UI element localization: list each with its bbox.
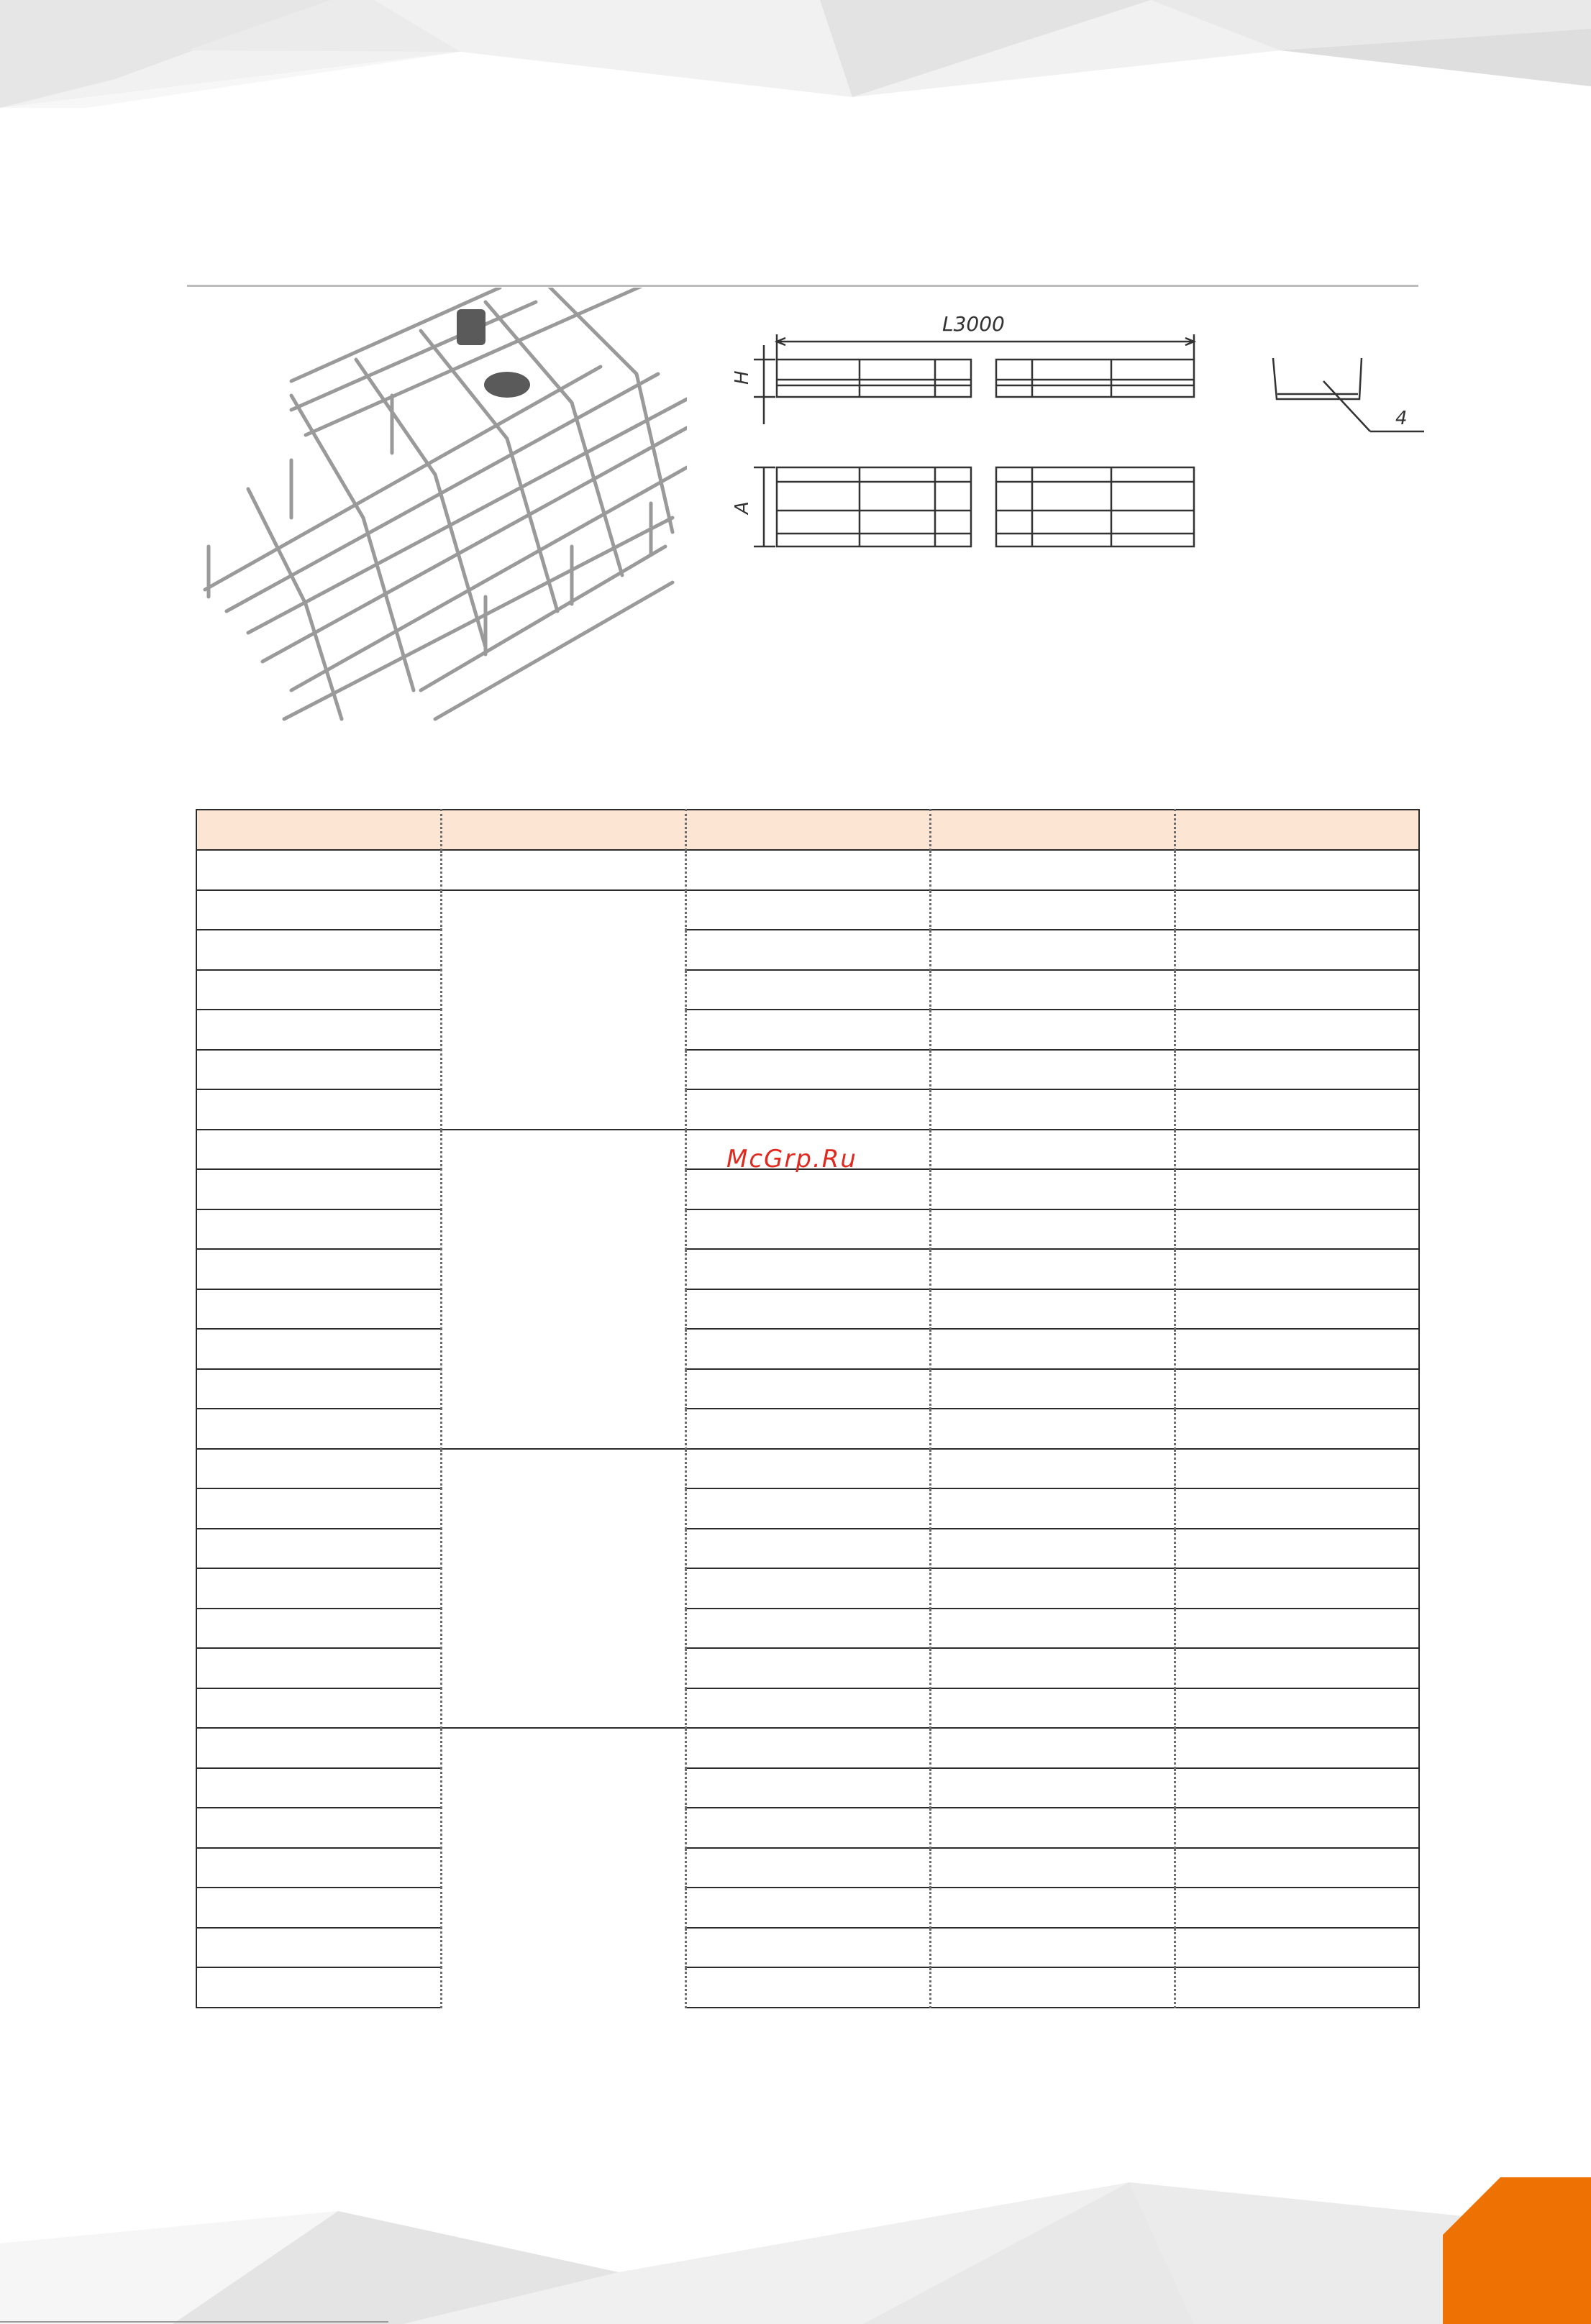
merged-group-cell — [441, 1130, 685, 1449]
table-cell — [196, 1568, 441, 1609]
table-cell — [930, 1648, 1175, 1688]
merged-group-cell — [441, 890, 685, 1130]
table-cell — [196, 850, 441, 890]
table-row — [196, 1688, 1419, 1729]
table-cell — [930, 1089, 1175, 1130]
table-cell — [196, 1169, 441, 1209]
table-row — [196, 1768, 1419, 1808]
table-cell — [1175, 1488, 1419, 1529]
table-cell — [930, 1050, 1175, 1090]
table-cell — [930, 970, 1175, 1010]
table-cell — [685, 890, 930, 930]
width-label: A — [731, 501, 753, 514]
height-label: H — [731, 370, 753, 385]
table-cell — [196, 1449, 441, 1489]
table-cell — [930, 1848, 1175, 1888]
table-row — [196, 1609, 1419, 1649]
table-cell — [196, 1050, 441, 1090]
table-cell — [1175, 1130, 1419, 1170]
table-cell — [1175, 1688, 1419, 1729]
table-cell — [685, 1928, 930, 1968]
table-cell — [685, 1648, 930, 1688]
table-cell — [196, 1130, 441, 1170]
table-row — [196, 1529, 1419, 1569]
table-cell — [685, 1609, 930, 1649]
table-cell — [685, 1409, 930, 1449]
table-cell — [930, 1329, 1175, 1369]
table-cell — [930, 930, 1175, 970]
table-cell — [1175, 1967, 1419, 2008]
wire-diameter-label: 4 — [1395, 408, 1408, 429]
table-row — [196, 930, 1419, 970]
table-cell — [196, 1409, 441, 1449]
table-cell — [685, 1568, 930, 1609]
table-cell — [196, 1249, 441, 1289]
table-cell — [1175, 1568, 1419, 1609]
table-cell — [685, 1688, 930, 1729]
table-cell — [685, 1089, 930, 1130]
table-cell — [685, 930, 930, 970]
table-cell — [930, 1130, 1175, 1170]
bottom-background-graphic — [0, 2143, 1591, 2324]
table-cell — [196, 1967, 441, 2008]
table-cell — [196, 970, 441, 1010]
table-cell — [196, 1648, 441, 1688]
table-row — [196, 1848, 1419, 1888]
table-cell — [930, 1568, 1175, 1609]
table-cell — [930, 1928, 1175, 1968]
table-row — [196, 1329, 1419, 1369]
table-cell — [685, 850, 930, 890]
table-cell — [1175, 1529, 1419, 1569]
table-cell — [685, 1209, 930, 1250]
table-cell — [930, 850, 1175, 890]
table-cell — [930, 1768, 1175, 1808]
table-cell — [685, 1289, 930, 1330]
header-cell — [196, 810, 441, 850]
table-cell — [685, 1768, 930, 1808]
table-cell — [1175, 850, 1419, 890]
table-cell — [1175, 1089, 1419, 1130]
table-cell — [930, 1169, 1175, 1209]
table-cell — [196, 1688, 441, 1729]
table-cell — [1175, 970, 1419, 1010]
table-row — [196, 890, 1419, 930]
table-row — [196, 1050, 1419, 1090]
table-cell — [930, 1209, 1175, 1250]
table-cell — [930, 1967, 1175, 2008]
table-cell — [1175, 1728, 1419, 1768]
table-cell — [196, 930, 441, 970]
table-row — [196, 850, 1419, 890]
table-cell — [1175, 1249, 1419, 1289]
table-cell — [685, 1808, 930, 1848]
table-cell — [1175, 1289, 1419, 1330]
table-row — [196, 1369, 1419, 1409]
table-cell — [1175, 1010, 1419, 1050]
table-cell — [1175, 1329, 1419, 1369]
table-cell — [441, 850, 685, 890]
table-cell — [196, 1609, 441, 1649]
table-row — [196, 1928, 1419, 1968]
table-cell — [1175, 1848, 1419, 1888]
table-cell — [196, 1529, 441, 1569]
table-cell — [685, 1848, 930, 1888]
merged-group-cell — [441, 1449, 685, 1729]
table-cell — [1175, 1768, 1419, 1808]
table-cell — [930, 890, 1175, 930]
table-row — [196, 1409, 1419, 1449]
table-cell — [685, 1369, 930, 1409]
table-cell — [1175, 1449, 1419, 1489]
table-row — [196, 1888, 1419, 1928]
table-cell — [1175, 1648, 1419, 1688]
table-cell — [930, 1609, 1175, 1649]
table-cell — [930, 1488, 1175, 1529]
table-cell — [1175, 1169, 1419, 1209]
table-header-row — [196, 810, 1419, 850]
table-cell — [196, 890, 441, 930]
table-cell — [1175, 1808, 1419, 1848]
table-cell — [930, 1289, 1175, 1330]
table-cell — [685, 1488, 930, 1529]
table-cell — [1175, 1050, 1419, 1090]
table-row — [196, 970, 1419, 1010]
merged-group-cell — [441, 1728, 685, 2008]
table-cell — [685, 1728, 930, 1768]
table-cell — [1175, 930, 1419, 970]
table-cell — [930, 1728, 1175, 1768]
table-cell — [685, 1249, 930, 1289]
table-cell — [196, 1209, 441, 1250]
table-cell — [685, 1010, 930, 1050]
table-cell — [685, 1329, 930, 1369]
table-row — [196, 1010, 1419, 1050]
table-cell — [930, 1249, 1175, 1289]
table-cell — [685, 970, 930, 1010]
table-cell — [685, 1449, 930, 1489]
table-cell — [685, 1967, 930, 2008]
table-row — [196, 1169, 1419, 1209]
table-row — [196, 1289, 1419, 1330]
table-cell — [685, 1169, 930, 1209]
table-cell — [1175, 890, 1419, 930]
table-cell — [196, 1010, 441, 1050]
dimension-drawing — [719, 302, 1431, 575]
table-cell — [196, 1369, 441, 1409]
header-cell — [441, 810, 685, 850]
table-cell — [685, 1529, 930, 1569]
table-row — [196, 1488, 1419, 1529]
table-cell — [1175, 1409, 1419, 1449]
table-cell — [196, 1808, 441, 1848]
table-row — [196, 1967, 1419, 2008]
table-cell — [685, 1888, 930, 1928]
table-cell — [196, 1289, 441, 1330]
table-cell — [196, 1488, 441, 1529]
table-row — [196, 1089, 1419, 1130]
length-label: L3000 — [942, 312, 1005, 336]
table-cell — [196, 1329, 441, 1369]
header-cell — [685, 810, 930, 850]
table-row — [196, 1808, 1419, 1848]
table-cell — [930, 1688, 1175, 1729]
table-row — [196, 1728, 1419, 1768]
header-cell — [1175, 810, 1419, 850]
table-row — [196, 1209, 1419, 1250]
header-cell — [930, 810, 1175, 850]
table-cell — [196, 1848, 441, 1888]
table-cell — [1175, 1209, 1419, 1250]
table-cell — [1175, 1928, 1419, 1968]
page-corner-tab — [1443, 2177, 1591, 2324]
top-background-graphic — [0, 0, 1591, 108]
table-cell — [1175, 1369, 1419, 1409]
table-row — [196, 1249, 1419, 1289]
watermark-text: McGrp.Ru — [726, 1145, 857, 1174]
table-row — [196, 1568, 1419, 1609]
table-cell — [930, 1409, 1175, 1449]
table-cell — [930, 1010, 1175, 1050]
table-row — [196, 1449, 1419, 1489]
table-cell — [685, 1050, 930, 1090]
table-cell — [930, 1529, 1175, 1569]
table-cell — [196, 1089, 441, 1130]
table-cell — [930, 1808, 1175, 1848]
table-cell — [930, 1449, 1175, 1489]
table-cell — [196, 1728, 441, 1768]
table-cell — [930, 1369, 1175, 1409]
table-row — [196, 1648, 1419, 1688]
header-divider — [187, 285, 1418, 287]
table-cell — [196, 1928, 441, 1968]
table-cell — [196, 1888, 441, 1928]
cable-tray-photo — [198, 288, 687, 741]
table-cell — [930, 1888, 1175, 1928]
table-cell — [1175, 1888, 1419, 1928]
table-cell — [196, 1768, 441, 1808]
spec-table — [196, 809, 1420, 2008]
table-cell — [1175, 1609, 1419, 1649]
